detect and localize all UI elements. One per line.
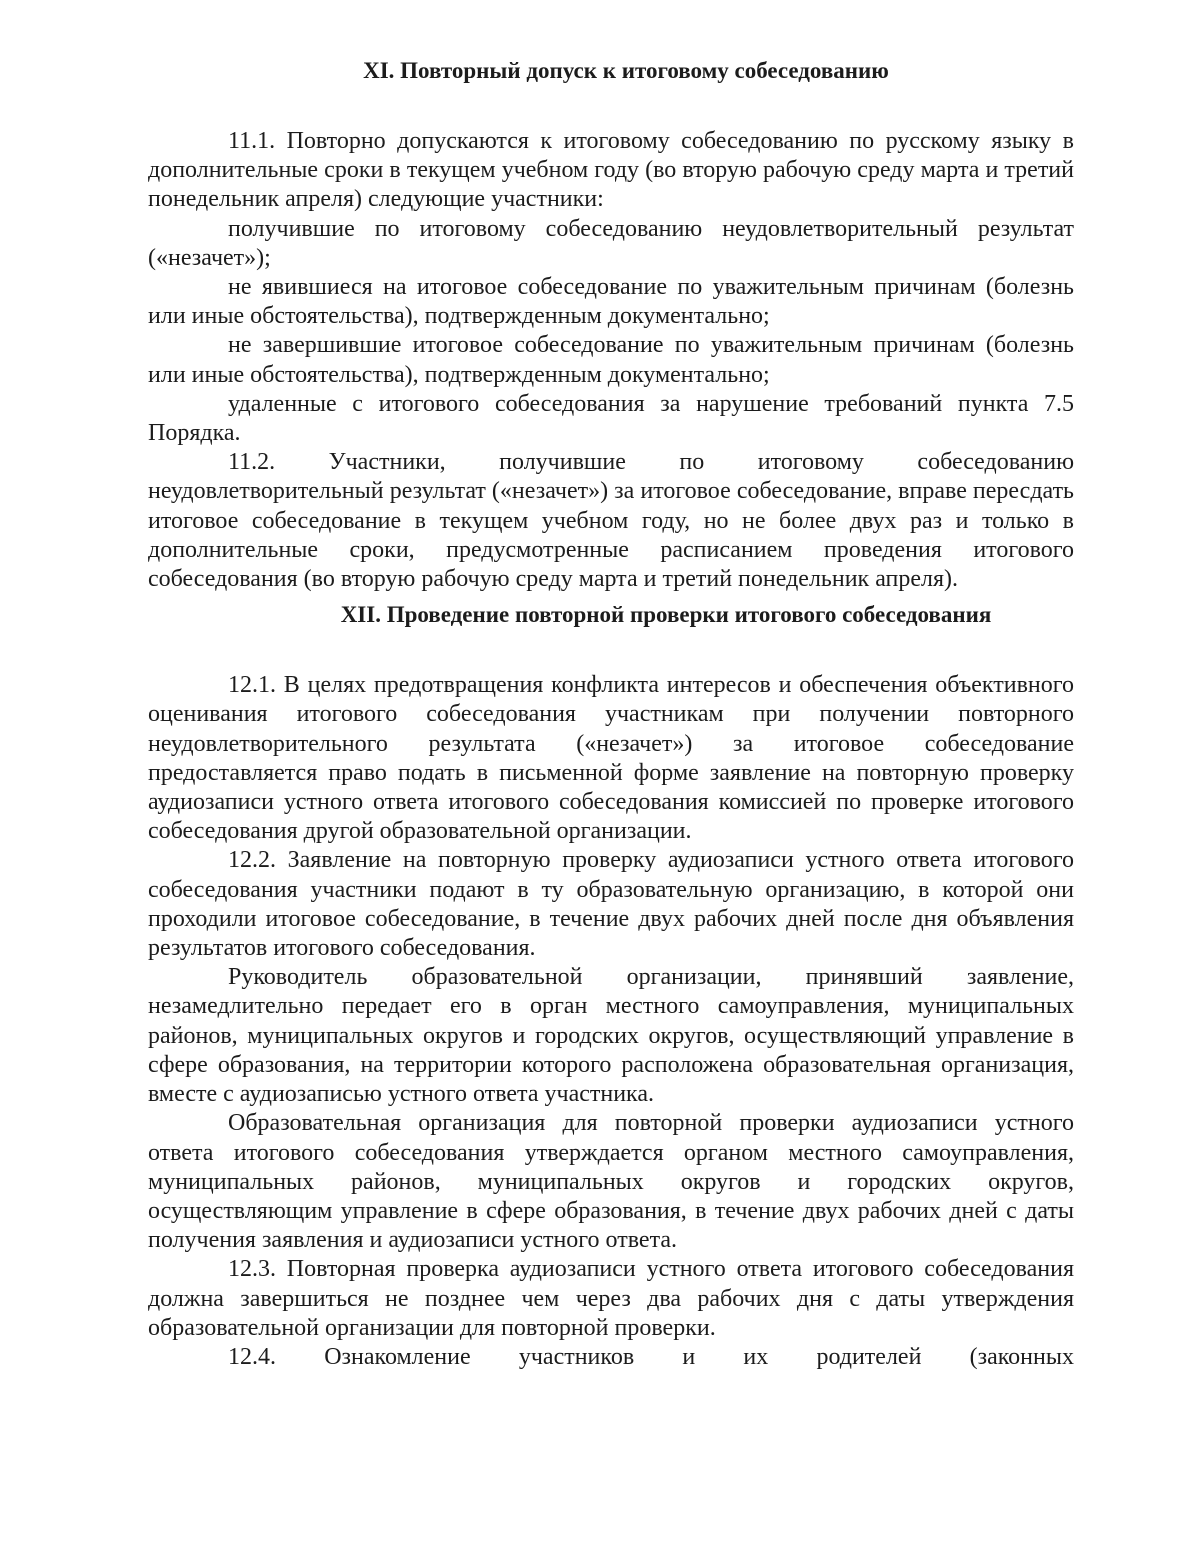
paragraph-head-of-organization: Руководитель образовательной организации, принявший заявление, незамедлительно передает его в орган местного самоуправления, муниципальных районов, муниципальных округов и городских округов, осуществляющий управление в сфере образования, на территории которого расположена образовательная организация, вместе с аудиозаписью устного ответа участника. bbox=[148, 964, 1074, 1108]
list-item-not-completed: не завершившие итоговое собеседование по уважительным причинам (болезнь или иные обстоятельства), подтвержденным документально; bbox=[148, 332, 1074, 388]
paragraph-12-4: 12.4. Ознакомление участников и их родителей (законных bbox=[228, 1343, 1074, 1370]
paragraph-11-1: 11.1. Повторно допускаются к итоговому собеседованию по русскому языку в дополнительные сроки в текущем учебном году (во вторую рабочую среду марта и третий понедельник апреля) следующие участники: bbox=[148, 128, 1074, 213]
list-item-removed: удаленные с итогового собеседования за нарушение требований пункта 7.5 Порядка. bbox=[148, 390, 1074, 447]
paragraph-11-2: 11.2. Участники, получившие по итоговому собеседованию неудовлетворительный результат («незачет») за итоговое собеседование, вправе пересдать итоговое собеседование в текущем учебном году, но не более двух раз и только в дополнительные сроки, предусмотренные расписанием проведения итогового собеседования (во вторую рабочую среду марта и третий понедельник апреля). bbox=[148, 449, 1074, 593]
list-item-failed: получившие по итоговому собеседованию неудовлетворительный результат («незачет»); bbox=[148, 215, 1074, 271]
paragraph-12-2: 12.2. Заявление на повторную проверку аудиозаписи устного ответа итогового собеседования участники подают в ту образовательную организацию, в которой они проходили итоговое собеседование, в течение двух рабочих дней после дня объявления результатов итогового собеседования. bbox=[148, 847, 1074, 962]
paragraph-12-3: 12.3. Повторная проверка аудиозаписи устного ответа итогового собеседования должна завершиться не позднее чем через два рабочих дня с даты утверждения образовательной организации для повторной проверки. bbox=[148, 1256, 1074, 1341]
paragraph-organization-approval: Образовательная организация для повторной проверки аудиозаписи устного ответа итогового собеседования утверждается органом местного самоуправления, муниципальных районов, муниципальных округов и городских округов, осуществляющим управление в сфере образования, в течение двух рабочих дней с даты получения заявления и аудиозаписи устного ответа. bbox=[148, 1110, 1074, 1254]
section-xii-title: XII. Проведение повторной проверки итогового собеседования bbox=[340, 602, 992, 628]
list-item-absent: не явившиеся на итоговое собеседование по уважительным причинам (болезнь или иные обстоятельства), подтвержденным документально; bbox=[148, 274, 1074, 330]
paragraph-12-1: 12.1. В целях предотвращения конфликта интересов и обеспечения объективного оценивания итогового собеседования участникам при получении повторного неудовлетворительного результата («незачет») за итоговое собеседование предоставляется право подать в письменной форме заявление на повторную проверку аудиозаписи устного ответа итогового собеседования комиссией по проверке итогового собеседования другой образовательной организации. bbox=[148, 672, 1074, 845]
section-xi-title: XI. Повторный допуск к итоговому собеседованию bbox=[363, 58, 889, 83]
document-page bbox=[148, 56, 1074, 1372]
